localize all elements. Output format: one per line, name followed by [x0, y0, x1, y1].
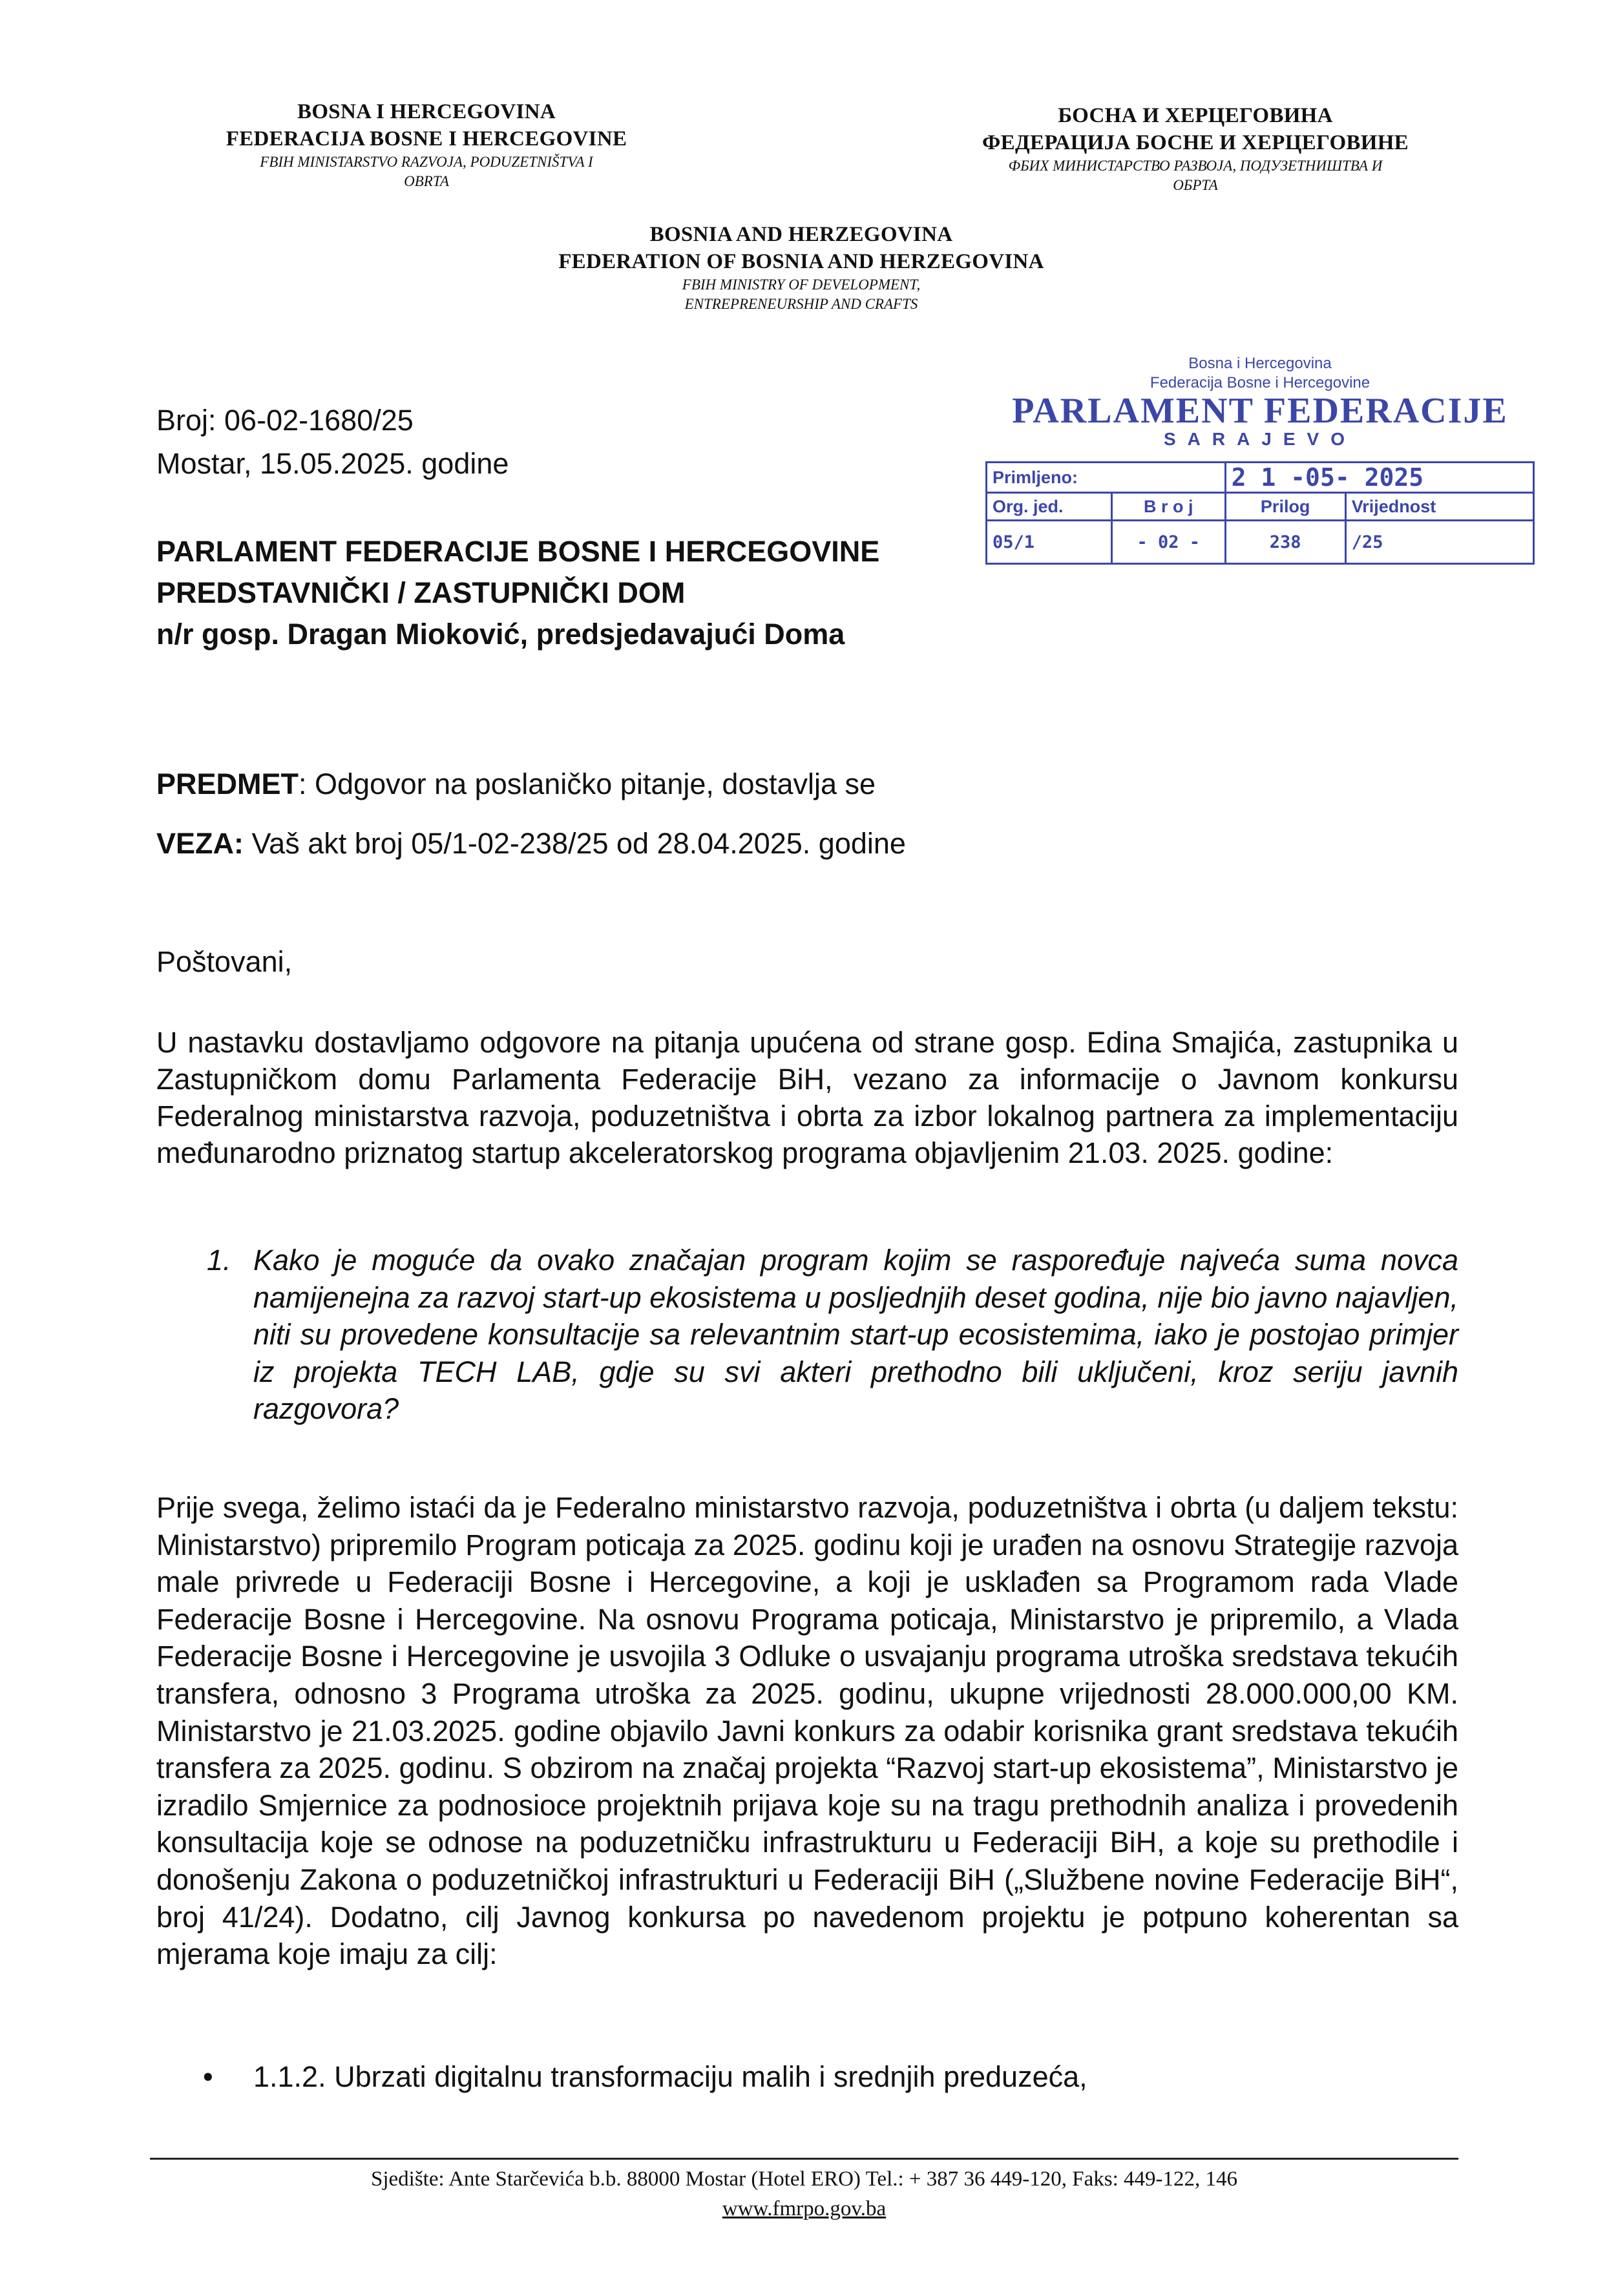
recipient-line2: PREDSTAVNIČKI / ZASTUPNIČKI DOM	[156, 576, 686, 609]
header-right-line4: ОБРТА	[1173, 176, 1218, 193]
stamp-table	[985, 461, 1535, 565]
stamp-line2: Federacija Bosne i Hercegovine	[1150, 374, 1371, 391]
stamp-col-broj: B r o j	[1111, 493, 1225, 521]
document-meta	[156, 402, 738, 483]
reference-text: Vaš akt broj 05/1-02-238/25 od 28.04.2025. godine	[244, 827, 906, 860]
footer-website-link[interactable]: www.fmrpo.gov.ba	[722, 2197, 887, 2221]
header-left-line4: OBRTA	[404, 172, 449, 189]
header-center	[478, 221, 1124, 313]
recipient-line3: n/r gosp. Dragan Mioković, predsjedavajući Doma	[156, 617, 845, 651]
header-center-line4: ENTREPRENEURSHIP AND CRAFTS	[684, 295, 918, 312]
stamp-received-row	[987, 463, 1534, 493]
subject	[156, 766, 1449, 804]
stamp-col-prilog: Prilog	[1225, 493, 1345, 521]
answer-paragraph: Prije svega, želimo istaći da je Federalno ministarstvo razvoja, poduzetništva i obrta (u daljem tekstu: Ministarstvo) pripremilo Program poticaja za 2025. godinu koji je urađen na osnovu Strategije razvoja male privrede u Federaciji Bosne i Hercegovine, a koji je usklađen sa Programom rada Vlade Federacije Bosne i Hercegovine. Na osnovu Programa poticaja, Ministarstvo je pripremilo, a Vlada Federacije Bosne i Hercegovine je usvojila 3 Odluke o usvajanju programa utroška sredstava tekućih transfera, odnosno 3 Programa utroška za 2025. godinu, ukupne vrijednosti 28.000.000,00 KM. Ministarstvo je 21.03.2025. godine objavilo Javni konkurs za odabir korisnika grant sredstava tekućih transfera za 2025. godinu. S obzirom na značaj projekta “Razvoj start-up ekosistema”, Ministarstvo je izradilo Smjernice za podnosioce projektnih prijava koje su na tragu prethodnih analiza i provedenih konsultacija koje se odnose na poduzetničku infrastrukturu u Federaciji BiH, a koje su prethodile i donošenju Zakona o poduzetničkoj infrastrukturi u Federaciji BiH („Službene novine Federacije BiH“, broj 41/24). Dodatno, cilj Javnog konkursa po navedenom projektu je potpuno koherentan sa mjerama koje imaju za cilj:	[156, 1491, 1458, 1971]
stamp-val-broj: - 02 -	[1111, 521, 1225, 564]
bullet-item-1: 1.1.2. Ubrzati digitalnu transformaciju malih i srednjih preduzeća,	[253, 2060, 1087, 2093]
header-center-line1: BOSNIA AND HERZEGOVINA	[649, 223, 953, 246]
stamp-val-prilog: 238	[1225, 521, 1345, 564]
stamp-col-vrijednost: Vrijednost	[1345, 493, 1533, 521]
reference	[156, 825, 1449, 863]
bullet-dot: •	[203, 2060, 213, 2093]
stamp-title: PARLAMENT FEDERACIJE	[1012, 391, 1508, 431]
intro-paragraph: U nastavku dostavljamo odgovore na pitanja upućena od strane gosp. Edina Smajića, zastupnika u Zastupničkom domu Parlamenta Federacije BiH, vezano za informacije o Javnom konkursu Federalnog ministarstva razvoja, poduzetništva i obrta za izbor lokalnog partnera za implementaciju međunarodno priznatog startup akceleratorskog programa objavljenim 21.03. 2025. godine:	[156, 1026, 1458, 1170]
header-left	[162, 98, 691, 191]
question-text: Kako je moguće da ovako značajan program kojim se raspoređuje najveća suma novca namijenejna za razvoj start-up ekosistema u posljednjih deset godina, nije bio javno najavljen, niti su provedene konsultacije sa relevantnim start-up ecosistemima, iako je postojao primjer iz projekta TECH LAB, gdje su svi akteri prethodno bili uključeni, kroz seriju javnih razgovora?	[253, 1244, 1458, 1426]
question-number: 1.	[207, 1244, 231, 1277]
reference-label: VEZA:	[156, 827, 244, 860]
header-right	[924, 102, 1467, 194]
stamp-value-row	[987, 521, 1534, 564]
header-left-line1: BOSNA I HERCEGOVINA	[297, 100, 556, 123]
recipient	[156, 531, 996, 655]
header-right-line2: ФЕДЕРАЦИЈА БОСНЕ И ХЕРЦЕГОВИНЕ	[982, 131, 1409, 155]
place-date: Mostar, 15.05.2025. godine	[156, 446, 509, 480]
subject-label: PREDMET	[156, 767, 299, 800]
subject-text: : Odgovor na poslaničko pitanje, dostavlja se	[299, 767, 876, 800]
recipient-line1: PARLAMENT FEDERACIJE BOSNE I HERCEGOVINE	[156, 535, 880, 568]
stamp-received-date: 2 1 -05- 2025	[1225, 463, 1533, 493]
header-right-line1: БОСНА И ХЕРЦЕГОВИНА	[1058, 104, 1333, 127]
header-center-line3: FBIH MINISTRY OF DEVELOPMENT,	[682, 277, 921, 293]
header-left-line3: FBIH MINISTARSTVO RAZVOJA, PODUZETNIŠTVA I	[260, 154, 593, 171]
header-left-line2: FEDERACIJA BOSNE I HERCEGOVINE	[226, 127, 627, 151]
footer-divider	[150, 2158, 1458, 2160]
stamp-received-label: Primljeno:	[987, 463, 1226, 493]
salutation: Poštovani,	[156, 945, 293, 978]
stamp-line1: Bosna i Hercegovina	[1188, 355, 1332, 372]
stamp-header-row	[987, 493, 1534, 521]
document-number: Broj: 06-02-1680/25	[156, 404, 414, 437]
stamp-val-org: 05/1	[987, 521, 1112, 564]
header-right-line3: ФБИХ МИНИСТАРСТВО РАЗВОЈА, ПОДУЗЕТНИШТВА И	[1008, 158, 1383, 174]
stamp-val-vrijednost: /25	[1345, 521, 1533, 564]
received-stamp	[985, 354, 1535, 565]
footer-address: Sjedište: Ante Starčevića b.b. 88000 Mostar (Hotel ERO) Tel.: + 387 36 449-120, Faks: 449-122, 146	[370, 2167, 1238, 2191]
stamp-col-org: Org. jed.	[987, 493, 1112, 521]
stamp-city: SARAJEVO	[1163, 429, 1357, 449]
footer	[150, 2164, 1458, 2224]
header-center-line2: FEDERATION OF BOSNIA AND HERZEGOVINA	[558, 250, 1044, 274]
